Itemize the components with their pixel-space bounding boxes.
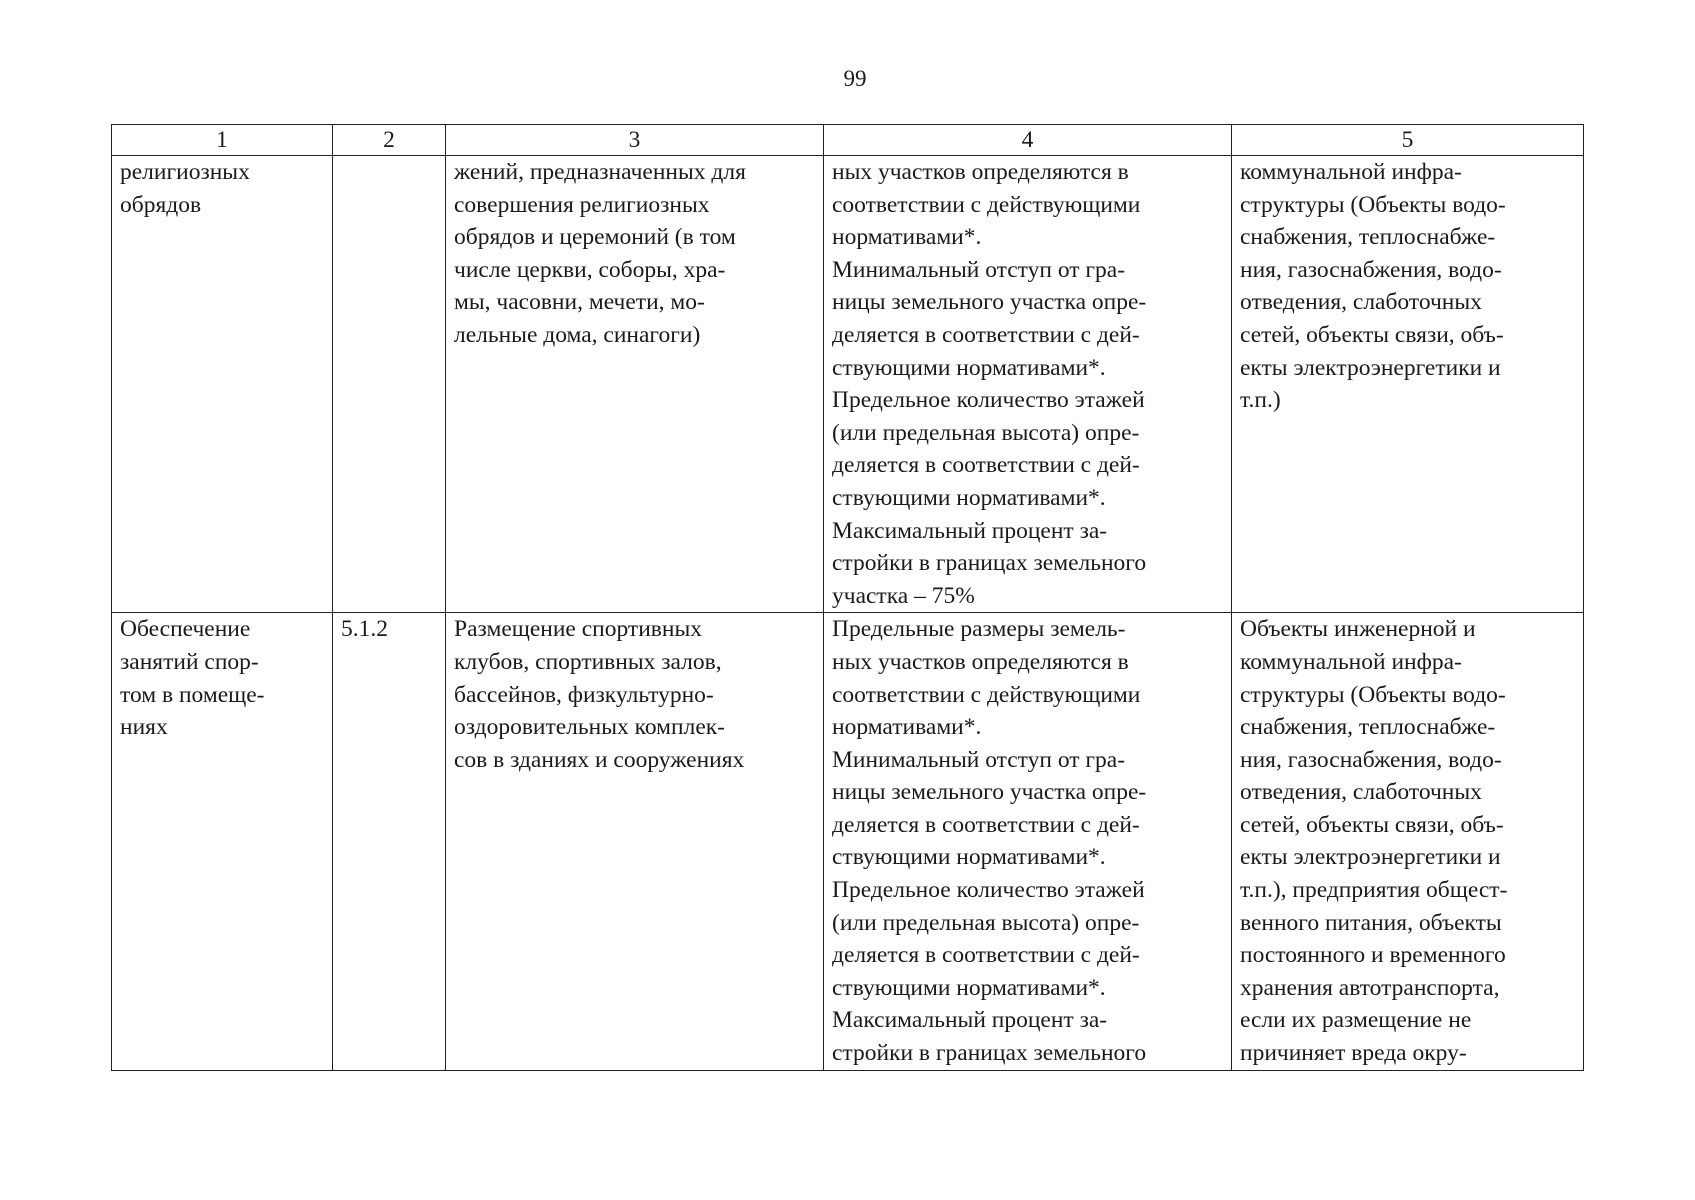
column-header-2: 2 — [333, 125, 446, 156]
cell-use-name: Обеспечение занятий спор- том в помеще- ниях — [112, 613, 333, 1070]
cell-use-code — [333, 156, 446, 613]
cell-parameters: ных участков определяются в соответствии с действующими нормативами*. Минимальный отступ от гра- ницы земельного участка опре- деляется в соответствии с дей- ствующими нормативами*. Предельное количество этажей (или предельная высота) опре- деляется в соответствии с дей- ствующими нормативами*. Максимальный процент за- стройки в границах земельного участка – 75% — [824, 156, 1232, 613]
table-row — [112, 156, 1584, 613]
cell-use-description: Размещение спортивных клубов, спортивных залов, бассейнов, физкультурно- оздоровительных комплек- сов в зданиях и сооружениях — [446, 613, 824, 1070]
cell-auxiliary-uses: коммунальной инфра- структуры (Объекты водо- снабжения, теплоснабже- ния, газоснабжения, водо- отведения, слаботочных сетей, объекты связи, объ- екты электроэнергетики и т.п.) — [1232, 156, 1584, 613]
table-row — [112, 613, 1584, 1070]
cell-parameters: Предельные размеры земель- ных участков определяются в соответствии с действующими нормативами*. Минимальный отступ от гра- ницы земельного участка опре- деляется в соответствии с дей- ствующими нормативами*. Предельное количество этажей (или предельная высота) опре- деляется в соответствии с дей- ствующими нормативами*. Максимальный процент за- стройки в границах земельного — [824, 613, 1232, 1070]
page-number: 99 — [843, 66, 867, 91]
land-use-table — [111, 124, 1584, 1071]
cell-use-code: 5.1.2 — [333, 613, 446, 1070]
column-header-4: 4 — [824, 125, 1232, 156]
cell-use-description: жений, предназначенных для совершения религиозных обрядов и церемоний (в том числе церкви, соборы, хра- мы, часовни, мечети, мо- лельные дома, синагоги) — [446, 156, 824, 613]
cell-use-name: религиозных обрядов — [112, 156, 333, 613]
column-header-3: 3 — [446, 125, 824, 156]
column-header-5: 5 — [1232, 125, 1584, 156]
column-header-1: 1 — [112, 125, 333, 156]
table-header-row — [112, 125, 1584, 156]
cell-auxiliary-uses: Объекты инженерной и коммунальной инфра- структуры (Объекты водо- снабжения, теплоснабже- ния, газоснабжения, водо- отведения, слаботочных сетей, объекты связи, объ- екты электроэнергетики и т.п.), предприятия общест- венного питания, объекты постоянного и временного хранения автотранспорта, если их размещение не причиняет вреда окру- — [1232, 613, 1584, 1070]
